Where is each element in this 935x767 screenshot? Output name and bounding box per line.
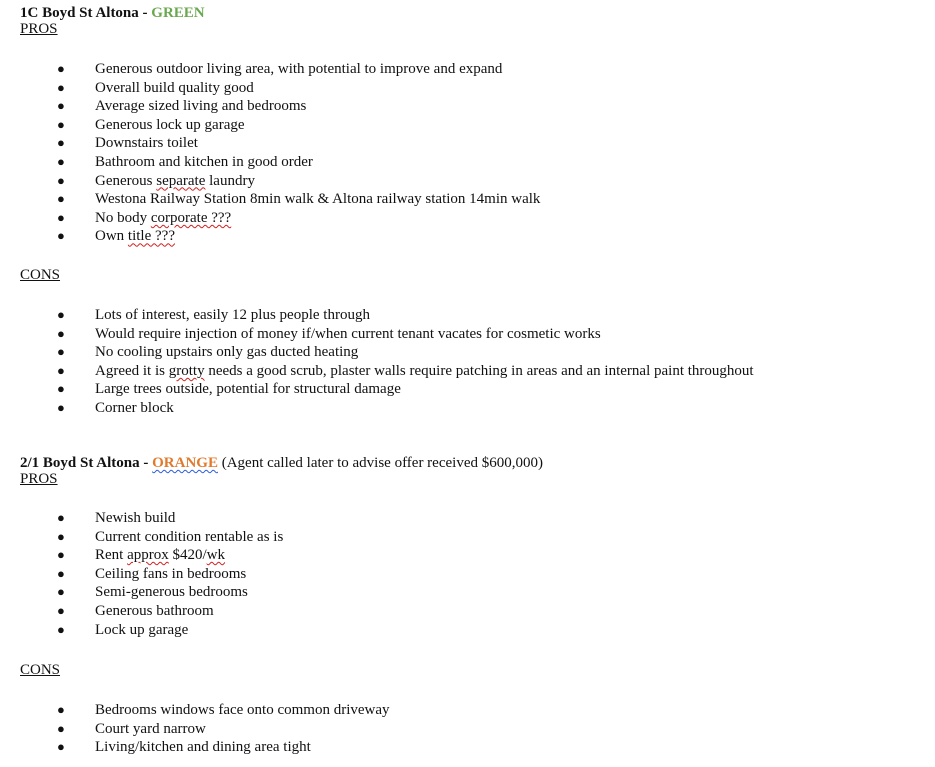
property-note-2: (Agent called later to advise offer received $600,000) [221,455,543,471]
text-fragment: laundry [205,172,255,189]
bullet-icon: ● [57,720,65,736]
list-item-text: Large trees outside, potential for structural damage [95,381,401,398]
list-item-text [95,227,175,246]
list-item [0,621,935,640]
list-item-text: Bathroom and kitchen in good order [95,153,313,170]
list-item-text: Generous outdoor living area, with potential to improve and expand [95,61,503,77]
list-item-text: Generous lock up garage [95,116,245,133]
property-address-1: 1C Boyd St Altona [20,5,139,21]
pros-label-2: PROS [20,471,58,487]
list-item [0,134,935,153]
list-item [0,153,935,172]
text-fragment: Generous [95,172,157,189]
bullet-icon: ● [57,153,65,169]
list-item-text: Living/kitchen and dining area tight [95,739,311,756]
bullet-icon: ● [57,510,65,525]
bullet-icon: ● [57,739,65,755]
list-item [0,720,935,739]
flagged-word: grotty [168,362,205,379]
property-rating-1: GREEN [151,5,205,21]
pros-label-1: PROS [20,21,58,37]
list-item [0,172,935,191]
bullet-icon: ● [57,79,65,95]
list-item-text: Overall build quality good [95,79,254,96]
list-item-text [95,362,754,381]
pros-list-2 [0,509,935,639]
bullet-icon: ● [57,528,65,544]
flagged-word: separate [156,172,206,189]
cons-list-1 [0,306,935,418]
list-item-text: Would require injection of money if/when current tenant vacates for cosmetic works [95,325,601,342]
list-item [0,380,935,399]
list-item-text: Semi-generous bedrooms [95,584,248,601]
bullet-icon: ● [57,61,65,76]
bullet-icon: ● [57,381,65,397]
bullet-icon: ● [57,565,65,581]
text-fragment: Agreed it is [95,362,169,379]
list-item-text: Current condition rentable as is [95,528,284,545]
bullet-icon: ● [57,344,65,360]
list-item-text: Generous bathroom [95,602,214,619]
list-item-text: No cooling upstairs only gas ducted heating [95,344,359,361]
bullet-icon: ● [57,191,65,207]
list-item [0,701,935,720]
list-item [0,306,935,325]
property-rating-2: ORANGE [152,455,218,471]
flagged-word: approx [127,547,169,564]
text-fragment: needs a good scrub, plaster walls require patching in areas and an internal paint throughout [204,362,754,379]
bullet-icon: ● [57,135,65,151]
list-item-text: Newish build [95,510,176,526]
bullet-icon: ● [57,98,65,114]
list-item [0,116,935,135]
text-fragment: Rent [95,547,128,564]
bullet-icon: ● [57,399,65,415]
list-item-text [95,546,225,565]
heading-separator-1: - [138,5,152,21]
list-item [0,583,935,602]
flagged-word: title ??? [127,228,175,245]
bullet-icon: ● [57,116,65,132]
list-item-text [95,209,231,228]
list-item-text [95,172,255,191]
bullet-icon: ● [57,702,65,717]
list-item-text: Court yard narrow [95,720,206,737]
list-item [0,546,935,565]
cons-label-2: CONS [20,662,61,678]
list-item [0,362,935,381]
bullet-icon: ● [57,602,65,618]
bullet-icon: ● [57,547,65,563]
text-fragment: $420/ [168,547,207,564]
list-item [0,343,935,362]
list-item [0,399,935,418]
heading-separator-2: - [139,455,153,471]
bullet-icon: ● [57,307,65,322]
list-item [0,79,935,98]
list-item [0,738,935,757]
bullet-icon: ● [57,228,65,244]
flagged-word: corporate ??? [150,209,232,226]
list-item [0,325,935,344]
flagged-word: wk [206,547,226,564]
list-item [0,509,935,528]
text-fragment: Own [95,228,128,245]
list-item-text: Corner block [95,399,174,416]
list-item-text: Lots of interest, easily 12 plus people through [95,307,370,323]
list-item [0,528,935,547]
list-item [0,602,935,621]
list-item-text: Ceiling fans in bedrooms [95,565,247,582]
cons-label-1: CONS [20,267,61,283]
list-item [0,60,935,79]
bullet-icon: ● [57,325,65,341]
list-item [0,227,935,246]
list-item-text: Lock up garage [95,621,189,638]
bullet-icon: ● [57,209,65,225]
list-item [0,97,935,116]
list-item-text: Westona Railway Station 8min walk & Altona railway station 14min walk [95,191,541,208]
list-item-text: Average sized living and bedrooms [95,98,307,115]
list-item [0,209,935,228]
bullet-icon: ● [57,621,65,637]
list-item-text: Downstairs toilet [95,135,198,152]
pros-list-1 [0,60,935,246]
property-address-2: 2/1 Boyd St Altona [20,455,140,471]
property-heading-2 [20,454,543,472]
list-item-text: Bedrooms windows face onto common driveway [95,702,390,718]
list-item [0,565,935,584]
text-fragment: No body [95,209,151,226]
cons-list-2 [0,701,935,757]
list-item [0,190,935,209]
bullet-icon: ● [57,362,65,378]
bullet-icon: ● [57,584,65,600]
bullet-icon: ● [57,172,65,188]
